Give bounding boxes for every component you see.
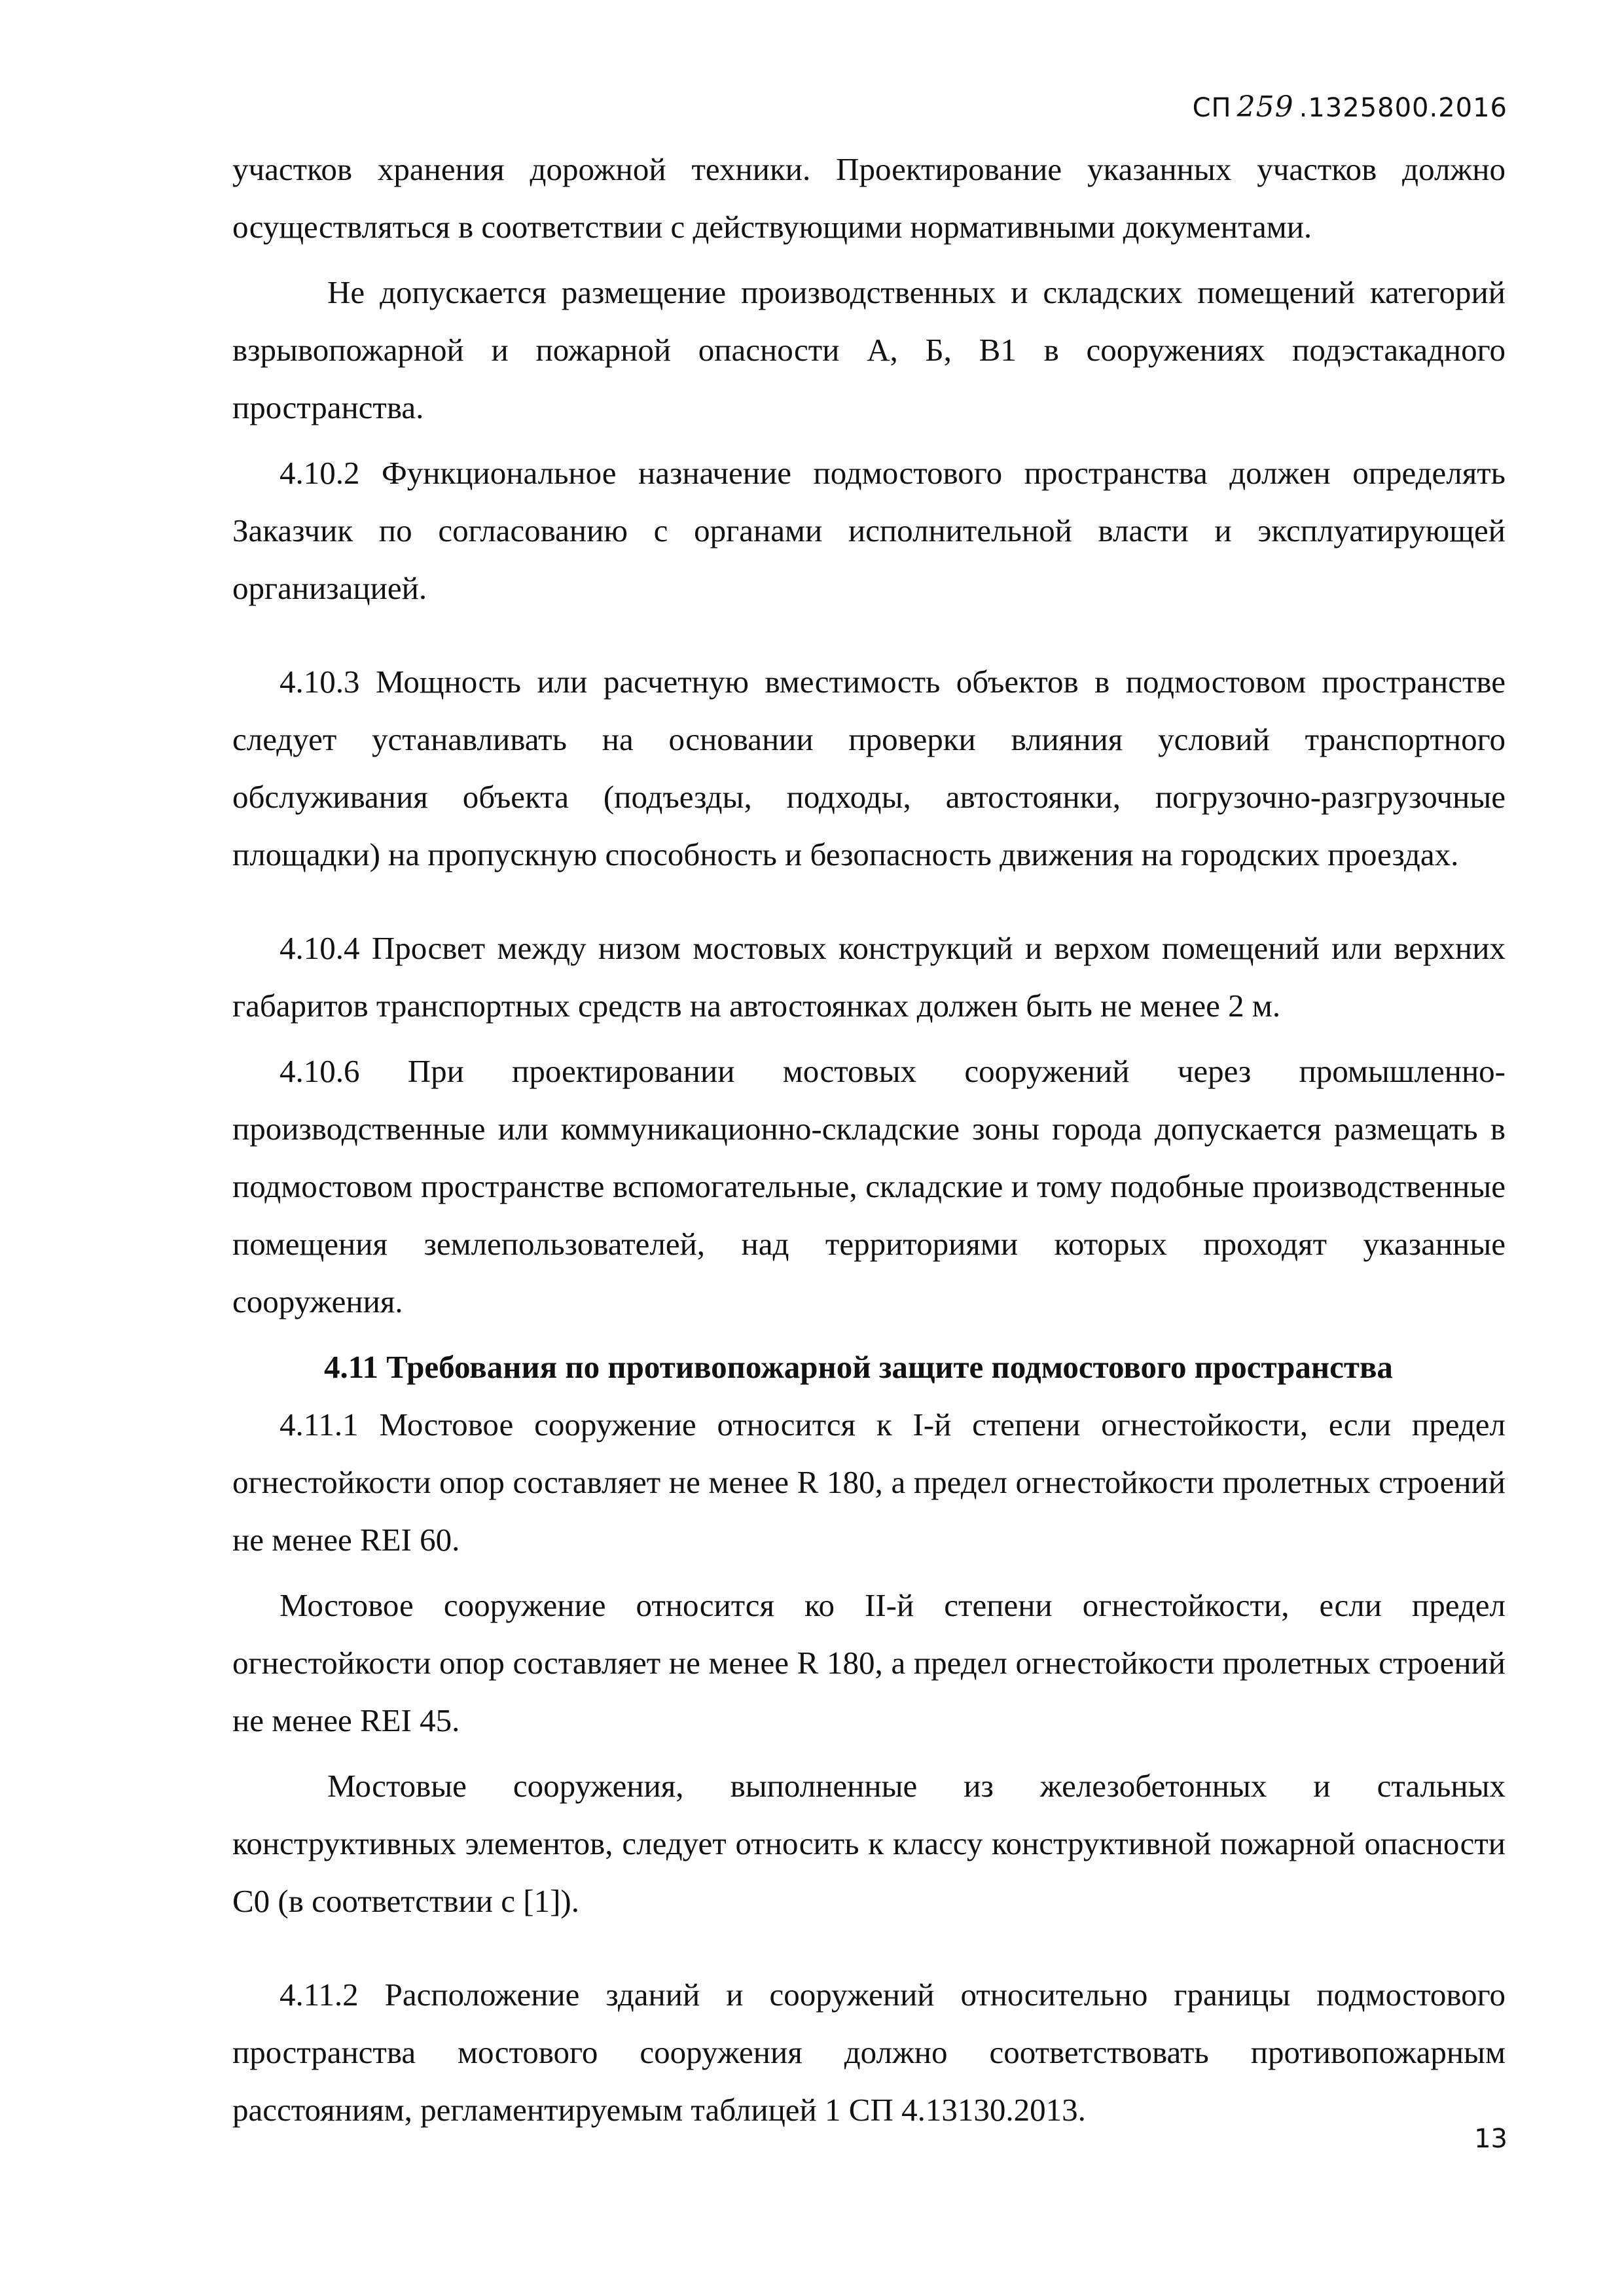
paragraph-4-11-1: 4.11.1 Мостовое сооружение относится к I-й степени огнестойкости, если предел огнестойкости опор составляет не менее R 180, а предел огнестойкости пролетных строений не менее REI 60.: [232, 1407, 1506, 1558]
code-suffix: .1325800.2016: [1299, 93, 1507, 123]
paragraph-4-10-2: 4.10.2 Функциональное назначение подмостового пространства должен определять Заказчик по согласованию с органами исполнительной власти и эксплуатирующей организацией.: [232, 455, 1506, 606]
code-handwritten-number: 259: [1236, 90, 1294, 124]
paragraph-fire-hazard-class: Мостовые сооружения, выполненные из железобетонных и стальных конструктивных элементов, следует относить к классу конструктивной пожарной опасности С0 (в соответствии с [1]).: [232, 1768, 1506, 1919]
code-prefix: СП: [1192, 93, 1232, 123]
paragraph-4-10-4: 4.10.4 Просвет между низом мостовых конструкций и верхом помещений или верхних габаритов транспортных средств на автостоянках должен быть не менее 2 м.: [232, 930, 1506, 1024]
paragraph-4-11-2: 4.11.2 Расположение зданий и сооружений относительно границы подмостового пространства мостового сооружения должно соответствовать противопожарным расстояниям, регламентируемым таблицей 1 СП 4.13130.2013.: [232, 1977, 1506, 2128]
page-number: 13: [1474, 2124, 1507, 2154]
paragraph-prohibition: Не допускается размещение производственных и складских помещений категорий взрывопожарной и пожарной опасности А, Б, В1 в сооружениях подэстакадного пространства.: [232, 274, 1506, 425]
paragraph-continuation: участков хранения дорожной техники. Проектирование указанных участков должно осуществляться в соответствии с действующими нормативными документами.: [232, 151, 1506, 245]
paragraph-4-10-6: 4.10.6 При проектировании мостовых сооружений через промышленно-производственные или коммуникационно-складские зоны города допускается размещать в подмостовом пространстве вспомогательные, складские и тому подобные производственные помещения землепользователей, над территориями которых проходят указанные сооружения.: [232, 1053, 1506, 1319]
paragraph-4-10-3: 4.10.3 Мощность или расчетную вместимость объектов в подмостовом пространстве следует устанавливать на основании проверки влияния условий транспортного обслуживания объекта (подъезды, подходы, автостоянки, погрузочно-разгрузочные площадки) на пропускную способность и безопасность движения на городских проездах.: [232, 664, 1506, 872]
document-code-header: [1193, 90, 1507, 124]
section-title-4-11: 4.11 Требования по противопожарной защите подмостового пространства: [324, 1349, 1393, 1385]
paragraph-fire-resistance-ii: Мостовое сооружение относится ко II-й степени огнестойкости, если предел огнестойкости опор составляет не менее R 180, а предел огнестойкости пролетных строений не менее REI 45.: [232, 1587, 1506, 1738]
document-body: [232, 141, 1506, 2139]
